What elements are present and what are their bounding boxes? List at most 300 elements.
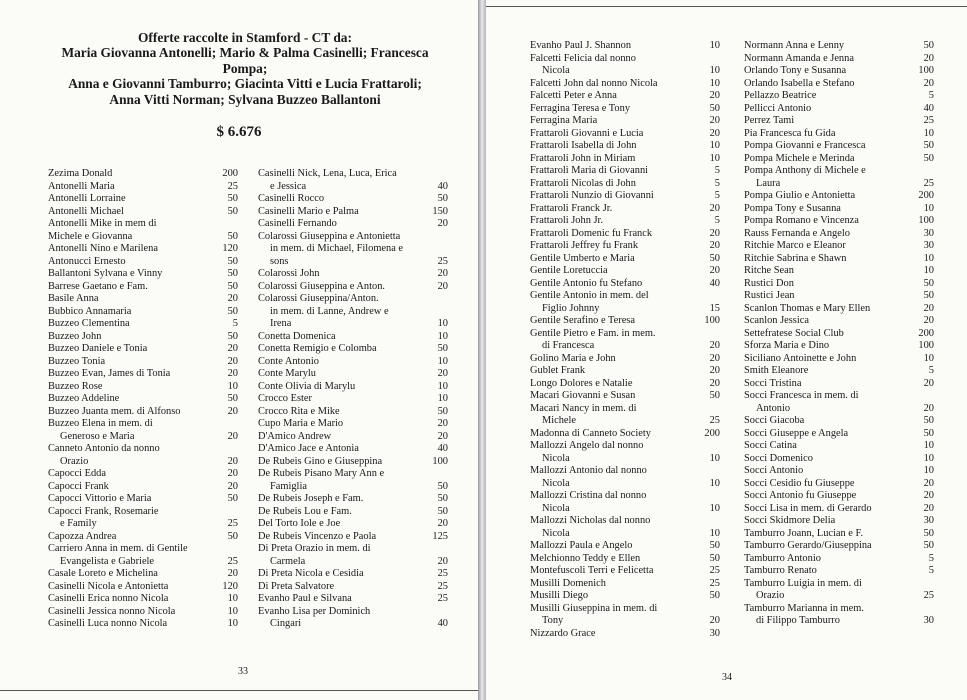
donor-name: Colarossi Giuseppina e Antonietta [258,230,401,242]
donation-amount: 20 [709,127,720,139]
donor-row [258,206,448,219]
donor-name: Cingari [270,618,302,629]
donation-amount: 50 [227,205,238,217]
donation-amount: 25 [437,255,448,267]
donor-name: Michele e Giovanna [48,230,133,242]
donor-name: Macari Giovanni e Susan [530,390,636,401]
donor-name: Socci Cesidio fu Giuseppe [744,477,855,489]
donation-amount: 10 [923,465,934,476]
donor-name: Socci Antonio fu Giuseppe [744,490,857,501]
donor-row [258,293,448,306]
donation-amount: 25 [437,593,448,604]
donor-name: Antonelli Mike in mem di [48,218,157,229]
donor-name: Capocci Frank [48,480,109,492]
donor-name: Tamburro Gerardo/Giuseppina [744,540,872,551]
donor-row [48,268,238,281]
donation-amount: 50 [227,330,238,342]
donor-name: Di Preta Salvatore [258,580,335,592]
donation-amount: 100 [918,340,934,351]
donation-amount: 30 [709,627,720,639]
donor-name: Frattaroli Domenic fu Franck [530,227,653,239]
donor-name: Buzzeo Elena in mem. di [48,418,153,429]
donor-row [530,515,720,528]
donation-amount: 10 [709,452,720,464]
donor-row [258,468,448,481]
donor-name: Normann Anna e Lenny [744,40,845,51]
donor-name: e Jessica [270,180,307,192]
donor-row [744,515,934,528]
donor-row [744,253,934,266]
donor-row [744,115,934,128]
donor-name: Buzzeo Tonia [48,355,106,367]
donation-amount: 10 [709,65,720,76]
donation-amount: 20 [437,430,448,442]
donor-name: Antonelli Lorraine [48,193,126,204]
donor-name: Frattaroli Franck Jr. [530,202,613,214]
donation-amount: 10 [923,252,934,264]
donor-row [530,465,720,478]
donation-amount: 50 [923,40,934,51]
donor-row [258,243,448,256]
donation-header [30,30,460,107]
donor-name: Gentile Serafino e Teresa [530,315,635,326]
donation-amount: 10 [437,355,448,367]
donor-row [258,606,448,619]
donor-name: Nicola [542,452,570,464]
donor-name: Settefratese Social Club [744,327,844,339]
donation-total: $ 6.676 [216,124,262,140]
donor-row [530,603,720,616]
donor-name: Pia Francesca fu Gida [744,127,836,139]
donation-amount: 50 [227,393,238,404]
donor-name: Rauss Fernanda e Angelo [744,227,850,239]
donor-name: Frattaroli John Jr. [530,215,604,226]
donor-name: Casinelli Mario e Palma [258,205,359,217]
donor-row [530,403,720,416]
donor-name: Socci Tristina [744,377,802,389]
donor-name: Longo Dolores e Natalie [530,377,633,389]
donor-row [258,493,448,506]
donor-row [530,140,720,153]
donation-amount: 50 [437,405,448,417]
donor-name: Conte Olivia di Marylu [258,380,356,392]
donation-amount: 25 [923,590,934,601]
donor-row [530,353,720,366]
donation-amount: 100 [918,215,934,226]
donation-amount: 50 [923,540,934,551]
donor-name: De Rubeis Joseph e Fam. [258,493,364,504]
donation-amount: 10 [709,152,720,164]
donation-amount: 10 [923,202,934,214]
donation-amount: 40 [437,180,448,192]
header-line: Anna e Giovanni Tamburro; Giacinta Vitti e Lucia Frattaroli; [68,76,422,92]
donation-amount: 20 [709,227,720,239]
donor-name: Pompa Tony e Susanna [744,202,841,214]
donor-row [744,553,934,566]
header-line: Offerte raccolte in Stamford - CT da: [138,30,352,45]
donation-amount: 20 [923,502,934,514]
donor-row [258,406,448,419]
donation-amount: 5 [714,177,720,189]
donation-amount: 5 [232,318,238,329]
donor-row [48,181,238,194]
donor-name: Socci Giacoba [744,415,805,426]
donor-name: Socci Antonio [744,465,804,476]
donor-name: Casinelli Rocco [258,193,325,204]
donor-name: Mallozzi Angelo dal nonno [530,440,644,451]
donation-amount: 150 [432,205,448,217]
donor-row [48,431,238,444]
donor-row [48,343,238,356]
donor-name: Gentile Antonio in mem. del [530,290,649,301]
donor-row [258,556,448,569]
donor-name: Antonelli Michael [48,205,124,217]
donor-row [530,240,720,253]
donor-name: Mallozzi Cristina dal nonno [530,490,647,501]
donation-amount: 20 [227,405,238,417]
donation-amount: 10 [923,265,934,276]
donor-row [530,340,720,353]
donation-amount: 5 [928,565,934,576]
donor-name: Falcetti Felicia dal nonno [530,52,636,64]
donor-name: Generoso e Maria [60,430,135,442]
donation-amount: 20 [923,52,934,64]
donor-name: Nicola [542,502,570,514]
donor-row [48,506,238,519]
donor-name: Figlio Johnny [542,302,600,314]
donation-amount: 25 [923,115,934,126]
donor-row [258,256,448,269]
donor-row [48,281,238,294]
donation-amount: 50 [227,305,238,317]
donor-name: Nicola [542,527,570,539]
donor-name: Frattaroli Maria di Giovanni [530,165,649,176]
donor-name: Capocci Edda [48,468,106,479]
donor-row [744,90,934,103]
donation-amount: 10 [437,380,448,392]
donation-amount: 20 [923,302,934,314]
donor-name: Pompa Giulio e Antonietta [744,190,856,201]
donation-amount: 20 [227,430,238,442]
donor-name: Michele [542,415,577,426]
donor-row [530,40,720,53]
donor-name: Socci Skidmore Delia [744,515,836,526]
donor-name: Colarossi Giuseppina e Anton. [258,280,385,292]
donation-amount: 20 [709,340,720,351]
donor-row [530,103,720,116]
donation-amount: 10 [923,440,934,451]
donor-name: Socci Domenico [744,452,813,464]
donor-name: Ballantoni Sylvana e Vinny [48,268,163,279]
donor-row [744,153,934,166]
donation-amount: 20 [437,218,448,229]
donor-name: Irena [270,318,292,329]
donor-name: Pompa Romano e Vincenza [744,215,859,226]
donation-amount: 20 [227,293,238,304]
donation-amount: 40 [923,102,934,114]
donor-name: De Rubeis Lou e Fam. [258,505,352,517]
donor-row [258,218,448,231]
donor-row [258,431,448,444]
header-line: Anna Vitti Norman; Sylvana Buzzeo Ballantoni [109,91,381,107]
donor-row [48,468,238,481]
donor-row [744,240,934,253]
donor-row [744,315,934,328]
donor-row [48,256,238,269]
donor-row [258,456,448,469]
donor-name: Nicola [542,477,570,489]
donor-name: Mallozzi Paula e Angelo [530,540,633,551]
donor-row [48,318,238,331]
donor-name: Musilli Giuseppina in mem. di [530,602,658,614]
donation-amount: 20 [437,518,448,529]
donation-amount: 20 [923,402,934,414]
donation-amount: 25 [709,577,720,589]
donor-name: Pompa Anthony di Michele e [744,165,866,176]
donor-name: in mem. di Lanne, Andrew e [270,305,389,317]
donor-name: Casinelli Erica nonno Nicola [48,593,169,604]
donor-row [530,528,720,541]
donation-amount: 10 [709,140,720,151]
donor-name: Frattaroli Nicolas di John [530,177,636,189]
donor-row [48,331,238,344]
donor-row [744,190,934,203]
donor-name: Antonelli Maria [48,180,115,192]
donor-row [258,343,448,356]
donor-row [258,393,448,406]
donor-row [48,168,238,181]
donation-amount: 200 [918,327,934,339]
donor-row [48,293,238,306]
donor-name: Capocci Frank, Rosemarie [48,505,159,517]
donor-row [258,593,448,606]
donor-name: Madonna di Canneto Society [530,427,651,439]
donation-amount: 200 [704,427,720,439]
donor-name: Casale Loreto e Michelina [48,568,158,579]
donor-name: Socci Catina [744,440,797,451]
donor-row [48,456,238,469]
donation-amount: 40 [709,277,720,289]
left-page [0,0,478,700]
donor-name: Crocco Ester [258,393,312,404]
donor-name: Ritche Sean [744,265,794,276]
donor-row [744,40,934,53]
donor-name: Socci Giuseppe e Angela [744,427,849,439]
donor-row [744,278,934,291]
donor-row [48,393,238,406]
donation-amount: 5 [714,165,720,176]
donor-name: di Francesca [542,340,595,351]
donation-amount: 30 [923,227,934,239]
donor-row [530,278,720,291]
donation-amount: 20 [923,490,934,501]
page-number: 34 [722,672,732,683]
donor-row [258,268,448,281]
donation-amount: 25 [227,518,238,529]
donation-amount: 5 [928,552,934,564]
donor-name: Pompa Michele e Merinda [744,152,855,164]
donation-amount: 50 [923,152,934,164]
donor-row [48,231,238,244]
donor-name: Ritchie Sabrina e Shawn [744,252,847,264]
donor-row [530,303,720,316]
donor-name: Gentile Antonio fu Stefano [530,277,643,289]
donor-name: Laura [756,177,781,189]
donor-name: Evanho Paul J. Shannon [530,40,632,51]
donor-name: Colarossi Giuseppina/Anton. [258,293,379,304]
donor-row [530,440,720,453]
donor-row [530,315,720,328]
donor-name: Scanlon Thomas e Mary Ellen [744,302,871,314]
donation-amount: 50 [227,193,238,204]
donor-name: Conetta Remigio e Colomba [258,343,377,354]
donor-row [258,181,448,194]
donor-row [530,253,720,266]
donor-row [744,165,934,178]
donor-row [258,306,448,319]
donor-name: Tamburro Renato [744,565,817,576]
donor-name: Pellazzo Beatrice [744,90,817,101]
donor-row [530,540,720,553]
top-rule [486,6,967,7]
donation-amount: 120 [222,243,238,254]
donor-name: Orazio [60,455,89,467]
donation-amount: 50 [437,505,448,517]
donor-row [530,115,720,128]
donor-name: Frattaroli Giovanni e Lucia [530,127,644,139]
donation-amount: 10 [709,527,720,539]
donor-row [48,306,238,319]
donor-name: Montefuscoli Terri e Felicetta [530,565,654,576]
donor-column [48,168,238,631]
donor-name: Orazio [756,590,785,601]
donor-name: Canneto Antonio da nonno [48,443,160,454]
donation-amount: 20 [923,477,934,489]
donor-row [530,328,720,341]
donor-name: Carmela [270,555,306,567]
donor-name: Smith Eleanore [744,365,809,376]
donation-amount: 20 [227,480,238,492]
donor-name: Conte Marylu [258,368,317,379]
donor-row [48,218,238,231]
donor-name: Colarossi John [258,268,320,279]
donor-row [48,556,238,569]
donor-row [744,565,934,578]
donor-name: Falcetti John dal nonno Nicola [530,77,658,89]
donor-row [48,493,238,506]
donation-amount: 20 [227,468,238,479]
donation-amount: 20 [709,240,720,251]
donor-name: Ferragina Maria [530,115,598,126]
donor-row [258,281,448,294]
donor-name: Casinelli Luca nonno Nicola [48,618,168,629]
donor-name: Conte Antonio [258,355,319,367]
header-line: Maria Giovanna Antonelli; Mario & Palma Casinelli; Francesca [61,45,429,61]
donor-row [530,65,720,78]
donor-row [744,178,934,191]
donor-row [530,453,720,466]
donor-row [744,328,934,341]
donor-row [744,140,934,153]
donation-amount: 200 [222,168,238,179]
donor-name: Rustici Jean [744,290,795,301]
donor-row [48,368,238,381]
donation-amount: 20 [709,352,720,364]
donor-row [744,228,934,241]
donor-row [530,628,720,641]
donor-row [744,440,934,453]
donation-amount: 10 [437,330,448,342]
donor-row [48,543,238,556]
donation-amount: 20 [709,115,720,126]
donor-row [258,168,448,181]
donor-name: Tamburro Marianna in mem. [744,602,864,614]
donor-name: Buzzeo Evan, James di Tonia [48,368,171,379]
donation-amount: 50 [227,530,238,542]
donor-row [530,378,720,391]
donor-row [48,381,238,394]
donor-row [530,178,720,191]
donor-row [530,290,720,303]
donor-column [744,40,934,628]
donor-name: Tamburro Luigia in mem. di [744,577,862,589]
donation-amount: 20 [437,418,448,429]
donor-name: Musilli Domenich [530,577,606,589]
donor-name: e Family [60,518,97,529]
donor-row [530,165,720,178]
donor-row [258,356,448,369]
donor-name: Pompa Giovanni e Francesca [744,140,866,151]
donor-row [530,428,720,441]
bottom-rule [0,690,478,691]
donation-amount: 10 [923,352,934,364]
donor-name: Buzzeo Addeline [48,393,120,404]
donor-name: Orlando Isabella e Stefano [744,77,855,89]
donor-row [744,453,934,466]
donor-row [48,581,238,594]
donation-amount: 5 [928,365,934,376]
donor-name: D'Amico Jace e Antonia [258,443,359,454]
donation-amount: 15 [709,302,720,314]
donor-row [744,103,934,116]
donor-row [530,203,720,216]
donor-row [530,78,720,91]
donor-name: Crocco Rita e Mike [258,405,340,417]
donor-name: Zezima Donald [48,168,113,179]
donation-amount: 20 [923,315,934,326]
donation-amount: 50 [227,268,238,279]
donation-amount: 10 [227,618,238,629]
donor-row [530,53,720,66]
donor-name: D'Amico Andrew [258,430,332,442]
donor-row [530,615,720,628]
donation-amount: 100 [918,65,934,76]
donor-row [744,390,934,403]
donor-name: Buzzeo Rose [48,380,103,392]
donor-row [48,481,238,494]
header-line: Pompa; [222,60,268,76]
donor-name: Basile Anna [48,293,99,304]
donation-amount: 50 [709,390,720,401]
donation-amount: 30 [923,515,934,526]
donor-name: Casinelli Fernando [258,218,337,229]
right-page [486,0,967,700]
donor-name: Frattaroli Nunzio di Giovanni [530,190,654,201]
donation-amount: 25 [923,177,934,189]
donor-name: Casinelli Jessica nonno Nicola [48,605,176,617]
donor-row [258,331,448,344]
donation-amount: 50 [437,193,448,204]
